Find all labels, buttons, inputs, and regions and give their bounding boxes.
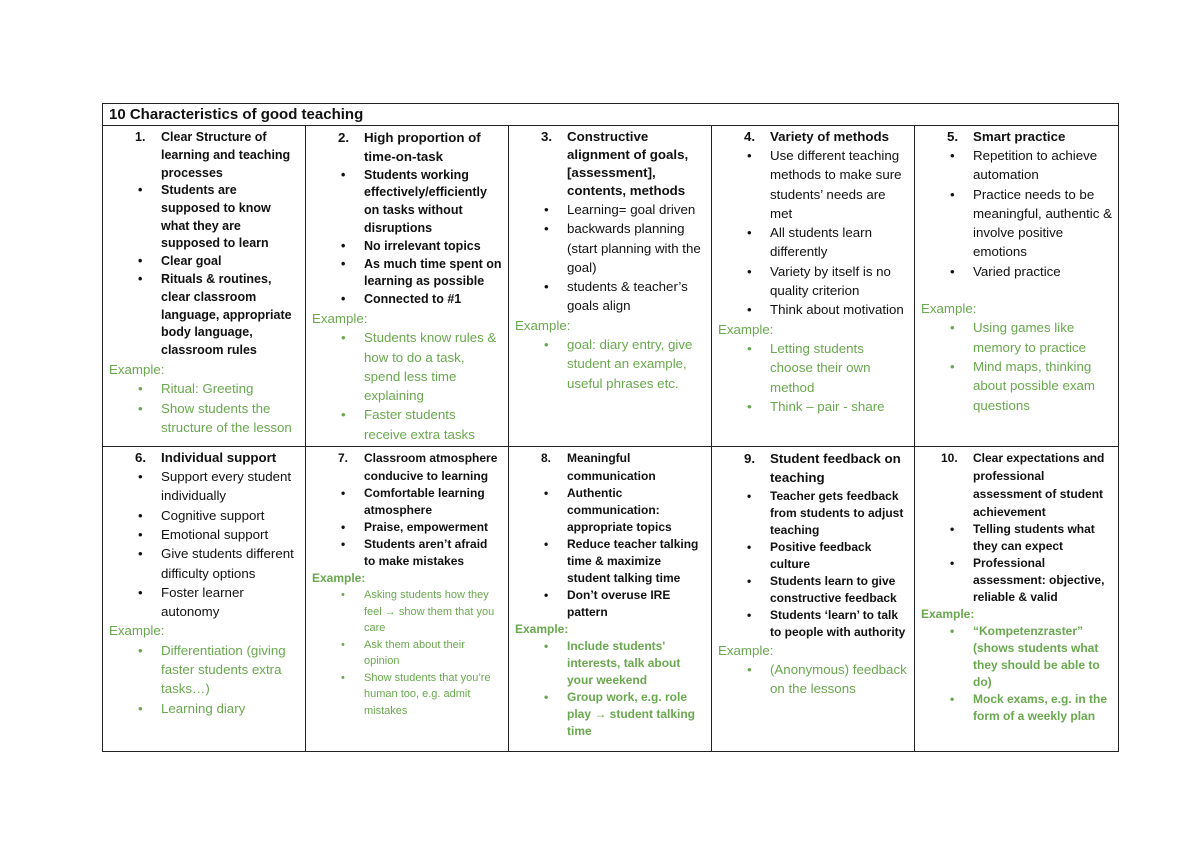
point-item: • Foster learner autonomy bbox=[109, 583, 299, 622]
example-item: • “Kompetenzraster” (shows students what they should be able to do) bbox=[921, 623, 1112, 691]
example-label: Example: bbox=[718, 642, 774, 658]
table-title: 10 Characteristics of good teaching bbox=[103, 104, 1119, 126]
characteristic-title: Clear expectations and professional assessment of student achievement bbox=[973, 451, 1105, 520]
points-list bbox=[312, 167, 502, 309]
cell-characteristic-6 bbox=[103, 447, 306, 752]
example-item: • Show students that you’re human too, e.g. admit mistakes bbox=[312, 670, 502, 720]
example-item: • Include students' interests, talk about your weekend bbox=[515, 638, 705, 689]
example-item: • Ask them about their opinion bbox=[312, 637, 502, 670]
example-item: • (Anonymous) feedback on the lessons bbox=[718, 660, 908, 699]
point-item: • All students learn differently bbox=[718, 223, 908, 262]
points-list bbox=[515, 200, 705, 316]
characteristic-title: Meaningful communication bbox=[567, 451, 656, 484]
point-item: • Students are supposed to know what they are supposed to learn bbox=[109, 182, 299, 253]
point-item: • Use different teaching methods to make sure students’ needs are met bbox=[718, 146, 908, 223]
characteristic-heading bbox=[109, 449, 299, 467]
cell-characteristic-10 bbox=[915, 447, 1119, 752]
point-item: • Students working effectively/efficiently on tasks without disruptions bbox=[312, 167, 502, 238]
example-item: • Using games like memory to practice bbox=[921, 318, 1112, 357]
characteristic-number: 6. bbox=[135, 450, 147, 466]
point-item: • Students learn to give constructive feedback bbox=[718, 573, 908, 607]
characteristic-number: 1. bbox=[135, 130, 146, 144]
cell-characteristic-8 bbox=[509, 447, 712, 752]
example-label: Example: bbox=[109, 623, 165, 639]
point-item: • Students aren’t afraid to make mistakes bbox=[312, 536, 502, 570]
point-item: • Comfortable learning atmosphere bbox=[312, 485, 502, 519]
point-item: • Teacher gets feedback from students to adjust teaching bbox=[718, 488, 908, 539]
characteristic-number: 4. bbox=[744, 129, 756, 144]
point-item: • Connected to #1 bbox=[312, 291, 502, 309]
point-item: • Support every student individually bbox=[109, 467, 299, 506]
example-item: • Learning diary bbox=[109, 699, 299, 718]
cell-characteristic-3 bbox=[509, 126, 712, 447]
points-list bbox=[515, 485, 705, 621]
points-list bbox=[718, 488, 908, 641]
point-item: • Authentic communication: appropriate topics bbox=[515, 485, 705, 536]
point-item: • Don’t overuse IRE pattern bbox=[515, 587, 705, 621]
examples-list bbox=[312, 587, 502, 719]
examples-list bbox=[921, 623, 1112, 725]
point-item: • No irrelevant topics bbox=[312, 238, 502, 256]
characteristic-heading bbox=[921, 128, 1112, 146]
characteristic-heading bbox=[921, 449, 1112, 521]
point-item: • Positive feedback culture bbox=[718, 539, 908, 573]
point-item: • Clear goal bbox=[109, 253, 299, 271]
example-label: Example: bbox=[312, 571, 366, 586]
points-list bbox=[921, 146, 1112, 281]
example-item: • Group work, e.g. role play → student talking time bbox=[515, 689, 705, 740]
example-label: Example: bbox=[718, 321, 774, 337]
examples-list bbox=[718, 660, 908, 699]
characteristic-title: Smart practice bbox=[973, 129, 1066, 144]
examples-list bbox=[718, 339, 908, 416]
characteristic-heading bbox=[718, 449, 908, 488]
point-item: • Give students different difficulty options bbox=[109, 544, 299, 583]
example-item: • Asking students how they feel → show them that you care bbox=[312, 587, 502, 637]
point-item: • students & teacher’s goals align bbox=[515, 277, 705, 316]
points-list bbox=[109, 467, 299, 621]
characteristic-heading bbox=[515, 449, 705, 485]
characteristic-number: 8. bbox=[541, 451, 552, 466]
point-item: • Think about motivation bbox=[718, 300, 908, 319]
characteristic-heading bbox=[109, 128, 299, 182]
point-item: • Learning= goal driven bbox=[515, 200, 705, 219]
example-label: Example: bbox=[921, 607, 975, 622]
point-item: • As much time spent on learning as possible bbox=[312, 256, 502, 292]
points-list bbox=[109, 182, 299, 360]
point-item: • Variety by itself is no quality criterion bbox=[718, 262, 908, 301]
characteristic-number: 10. bbox=[941, 451, 958, 466]
example-item: • Mock exams, e.g. in the form of a weekly plan bbox=[921, 691, 1112, 725]
point-item: • Praise, empowerment bbox=[312, 519, 502, 536]
point-item: • Rituals & routines, clear classroom language, appropriate body language, classroom rules bbox=[109, 271, 299, 360]
point-item: • Repetition to achieve automation bbox=[921, 146, 1112, 185]
characteristic-title: Clear Structure of learning and teaching processes bbox=[161, 130, 291, 180]
point-item: • Telling students what they can expect bbox=[921, 521, 1112, 555]
example-label: Example: bbox=[312, 310, 368, 326]
characteristic-heading bbox=[312, 128, 502, 167]
example-item: • Think – pair - share bbox=[718, 397, 908, 416]
examples-list bbox=[921, 318, 1112, 414]
example-item: • Mind maps, thinking about possible exam questions bbox=[921, 357, 1112, 415]
cell-characteristic-9 bbox=[712, 447, 915, 752]
example-label: Example: bbox=[921, 301, 977, 317]
point-item: • backwards planning (start planning with the goal) bbox=[515, 219, 705, 277]
example-item: • Ritual: Greeting bbox=[109, 379, 299, 398]
characteristic-number: 9. bbox=[744, 451, 756, 467]
characteristic-title: Constructive alignment of goals, [assessment], contents, methods bbox=[567, 129, 689, 198]
characteristics-table bbox=[102, 103, 1119, 752]
points-list bbox=[312, 485, 502, 570]
point-item: • Emotional support bbox=[109, 525, 299, 544]
examples-list bbox=[109, 379, 299, 437]
characteristic-title: Variety of methods bbox=[770, 129, 889, 144]
characteristic-title: Student feedback on teaching bbox=[770, 451, 901, 486]
cell-characteristic-7 bbox=[306, 447, 509, 752]
characteristic-number: 5. bbox=[947, 129, 959, 144]
points-list bbox=[921, 521, 1112, 606]
characteristic-heading bbox=[515, 128, 705, 200]
characteristic-number: 3. bbox=[541, 129, 553, 144]
example-item: • Show students the structure of the lesson bbox=[109, 399, 299, 438]
example-item: • Students know rules & how to do a task, spend less time explaining bbox=[312, 328, 502, 405]
characteristic-title: Individual support bbox=[161, 450, 277, 466]
point-item: • Varied practice bbox=[921, 262, 1112, 281]
characteristic-number: 2. bbox=[338, 130, 350, 145]
cell-characteristic-2 bbox=[306, 126, 509, 447]
example-item: • Letting students choose their own method bbox=[718, 339, 908, 397]
point-item: • Reduce teacher talking time & maximize student talking time bbox=[515, 536, 705, 587]
cell-characteristic-4 bbox=[712, 126, 915, 447]
points-list bbox=[718, 146, 908, 320]
cell-characteristic-1 bbox=[103, 126, 306, 447]
example-label: Example: bbox=[109, 361, 165, 377]
examples-list bbox=[109, 641, 299, 718]
examples-list bbox=[515, 335, 705, 393]
point-item: • Cognitive support bbox=[109, 506, 299, 525]
cell-characteristic-5 bbox=[915, 126, 1119, 447]
characteristic-heading bbox=[718, 128, 908, 146]
example-label: Example: bbox=[515, 622, 569, 637]
examples-list bbox=[312, 328, 502, 444]
example-item: • Faster students receive extra tasks bbox=[312, 405, 502, 444]
characteristic-heading bbox=[312, 449, 502, 485]
example-label: Example: bbox=[515, 317, 571, 333]
example-item: • Differentiation (giving faster students extra tasks…) bbox=[109, 641, 299, 699]
characteristic-number: 7. bbox=[338, 451, 349, 466]
point-item: • Practice needs to be meaningful, authentic & involve positive emotions bbox=[921, 185, 1112, 262]
characteristic-title: High proportion of time-on-task bbox=[364, 130, 481, 165]
characteristic-title: Classroom atmosphere conducive to learning bbox=[364, 451, 498, 484]
point-item: • Professional assessment: objective, reliable & valid bbox=[921, 555, 1112, 606]
point-item: • Students ‘learn’ to talk to people with authority bbox=[718, 607, 908, 641]
example-item: • goal: diary entry, give student an example, useful phrases etc. bbox=[515, 335, 705, 393]
examples-list bbox=[515, 638, 705, 740]
